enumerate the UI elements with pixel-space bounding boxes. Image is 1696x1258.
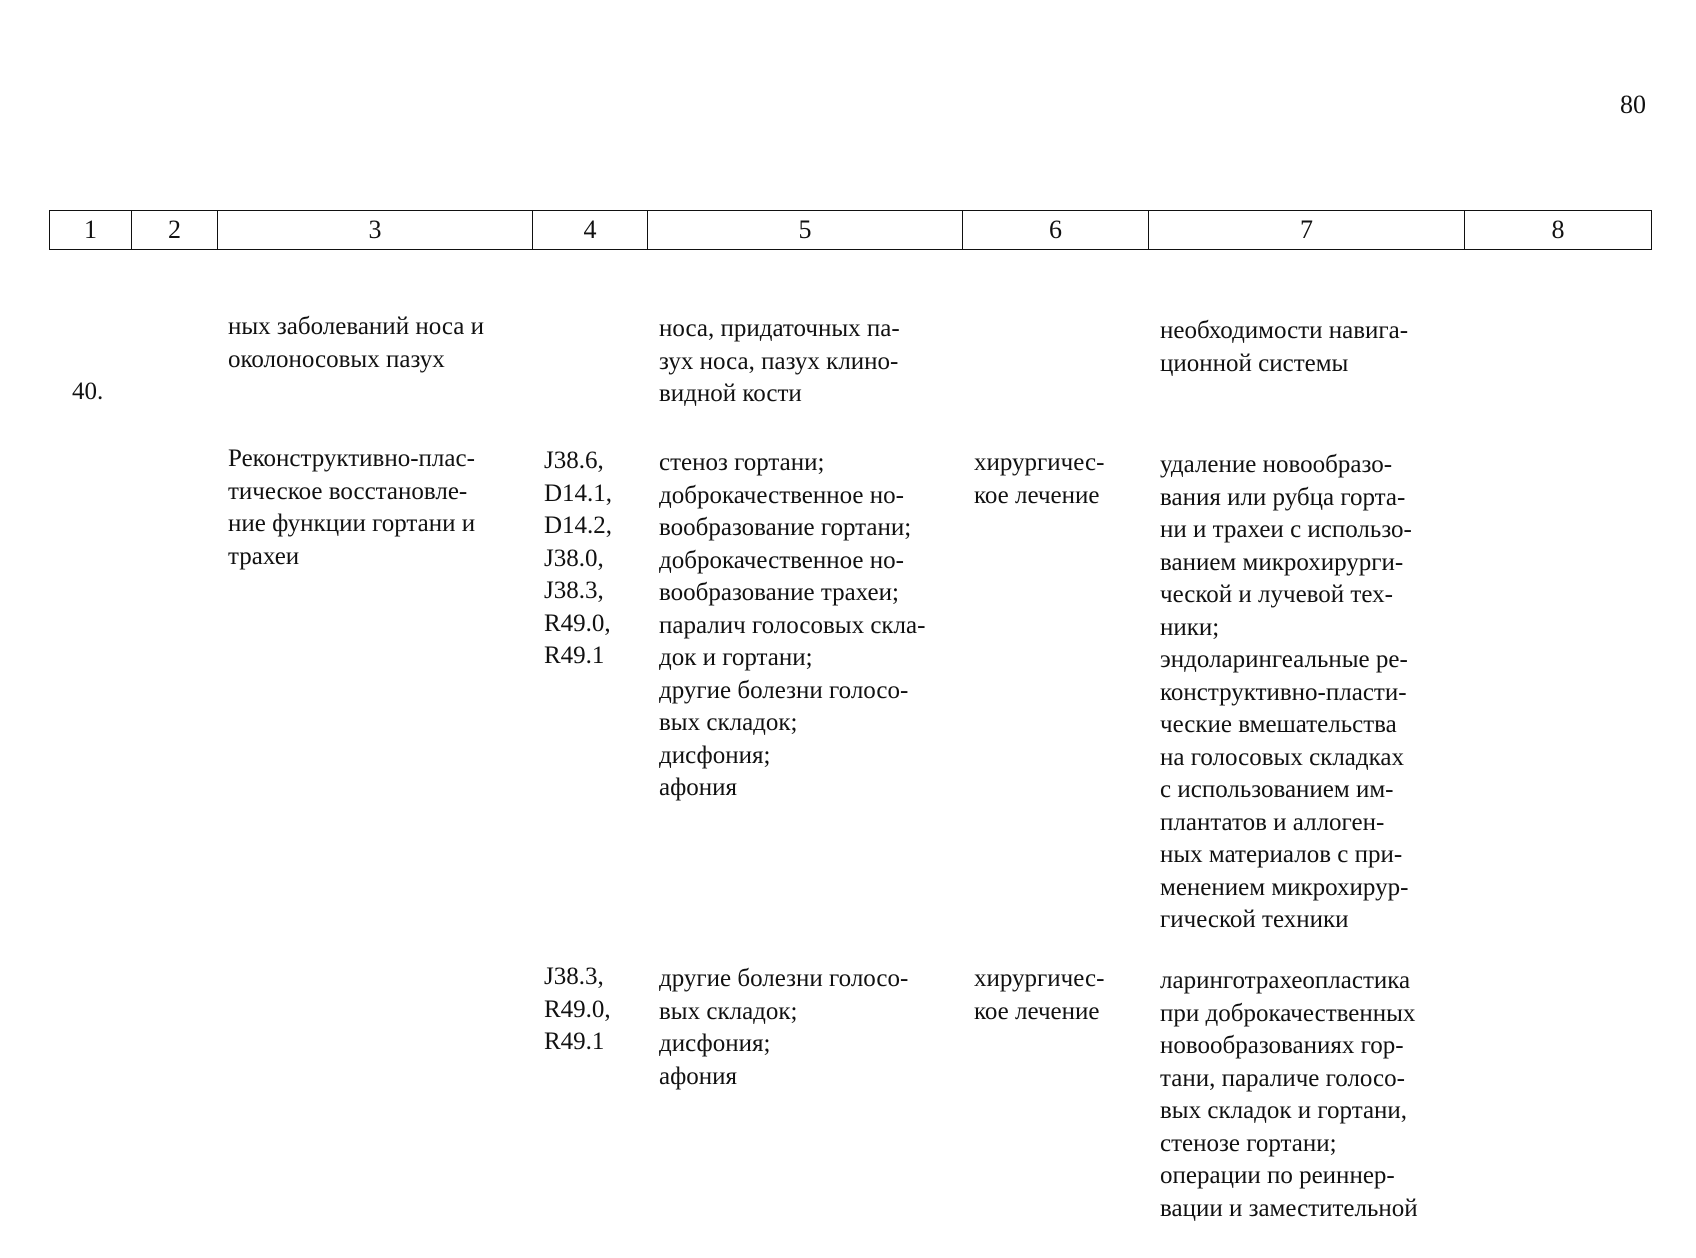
row40b-col5: другие болезни голосо- вых складок; дисфония; афония [659,965,909,1090]
row40b-col7: ларинготрахеопластика при доброкачественных новообразованиях гор- тани, параличе голосо- вых складок и гортани, стенозе гортани; операции по реиннер- вации и заместительной [1160,967,1418,1222]
row40-col6: хирургичес- кое лечение [974,449,1105,509]
row40-col5: стеноз гортани; доброкачественное но- вообразование гортани; доброкачественное но- вообразование трахеи; паралич голосовых скла- док и гортани; другие болезни голосо- вых складок; дисфония; афония [659,449,926,801]
header-cell: 6 [963,211,1149,249]
header-cell: 8 [1551,215,1565,244]
header-cell: 3 [218,211,533,249]
row-number: 40. [72,378,104,405]
row40-col7: удаление новообразо- вания или рубца горта- ни и трахеи с использо- ванием микрохирурги- ческой и лучевой тех- ники; эндоларингеальные ре- конструктивно-пласти- ческие вмешательства на голосовых складках с использованием им- плантатов и аллоген- ных материалов с при- менением микрохирур- гической техники [1160,451,1412,933]
row40b-col6: хирургичес- кое лечение [974,965,1105,1025]
header-cell: 4 [533,211,648,249]
header-cell: 5 [648,211,963,249]
page-number: 80 [1620,90,1646,119]
header-table [49,210,1652,250]
header-cell: 7 [1149,211,1465,249]
row40b-col4: J38.3, R49.0, R49.1 [544,963,611,1055]
continuation-col7: необходимости навига- ционной системы [1160,317,1409,377]
continuation-col3: ных заболеваний носа и околоносовых пазух [228,313,484,373]
header-cell: 1 [50,211,132,249]
header-cell: 2 [132,211,218,249]
row40-col4: J38.6, D14.1, D14.2, J38.0, J38.3, R49.0, R49.1 [544,447,613,669]
row40-col3: Реконструктивно-плас- тическое восстановле- ние функции гортани и трахеи [228,445,476,570]
continuation-col5: носа, придаточных па- зух носа, пазух клино- видной кости [659,315,900,407]
